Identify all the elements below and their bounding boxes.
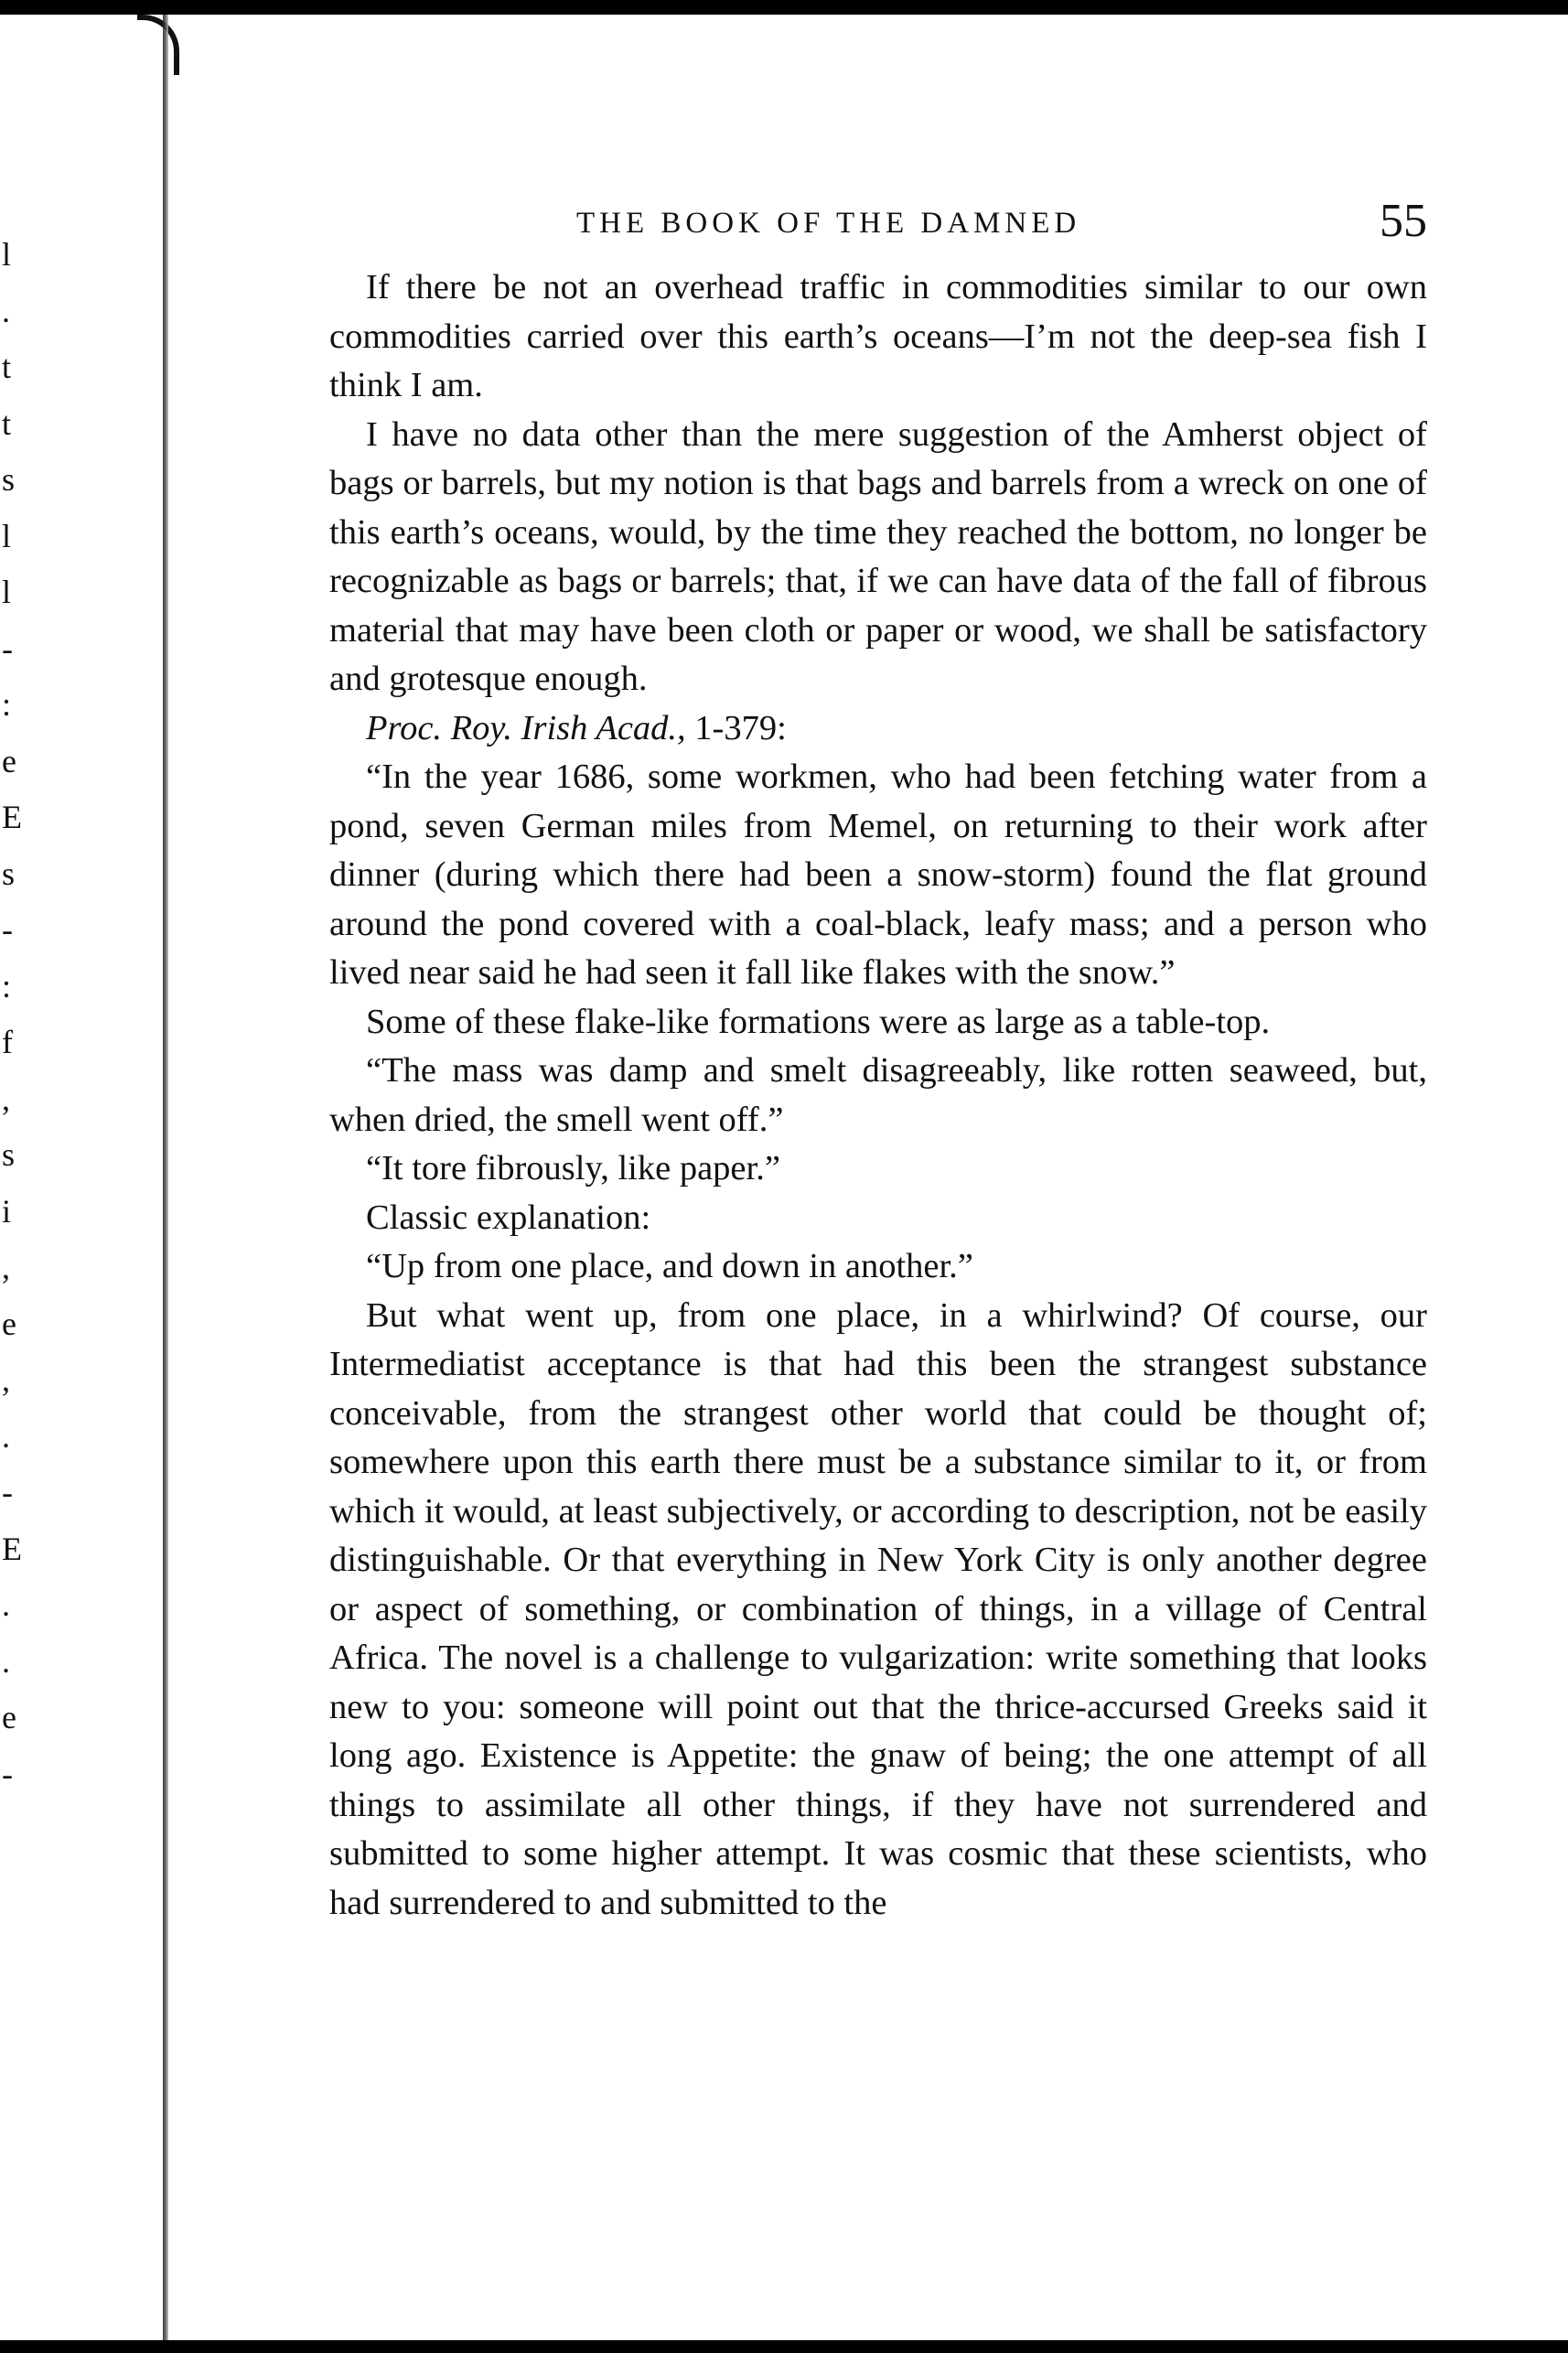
edge-mark: . [2,1586,10,1623]
quotation: “The mass was damp and smelt disagreeably, like rotten seaweed, but, when dried, the smell went off.” [329,1051,1427,1139]
edge-mark: l [2,517,12,554]
scan-bottom-border [0,2340,1568,2353]
citation [329,704,1427,754]
page-number: 55 [1380,195,1427,247]
paragraph: I have no data other than the mere suggestion of the Amherst object of bags or barrels, but my notion is that bags and barrels from a wreck on one of this earth’s oceans, would, by the time they reached the bottom, no longer be recognizable as bags or barrels; that, if we can have data of the fall of fibrous material that may have been cloth or paper or wood, we shall be satisfactory and grotesque enough. [329,414,1427,698]
edge-mark: t [2,349,12,385]
edge-mark: . [2,1417,10,1455]
edge-mark: i [2,1192,12,1230]
edge-mark: , [2,1361,10,1398]
edge-mark: f [2,1024,13,1060]
edge-mark: l [2,574,12,610]
edge-mark: e [2,1305,16,1342]
page-header [329,194,1427,258]
citation-ref: 1-379: [685,708,787,747]
edge-mark: , [2,1249,10,1285]
paragraph: If there be not an overhead traffic in commodities similar to our own commodities carried over this earth’s oceans—I’m not the deep-sea fish I think I am. [329,268,1427,404]
edge-mark: - [2,911,13,948]
edge-mark: , [2,1080,10,1117]
edge-mark: t [2,404,12,442]
edge-mark: . [2,1642,10,1680]
binding-gutter [163,15,168,2343]
previous-page-edge [0,0,22,2342]
edge-mark: - [2,1474,13,1510]
edge-mark: s [2,854,16,892]
quotation: “It tore fibrously, like paper.” [366,1149,780,1187]
edge-mark: : [2,967,12,1005]
edge-mark: s [2,1136,16,1173]
edge-mark: - [2,1755,13,1792]
scan-top-border [0,0,1568,15]
paragraph: Classic explanation: [366,1198,651,1237]
edge-mark: . [2,292,10,329]
edge-mark: E [2,1530,22,1567]
quotation: “Up from one place, and down in another.” [366,1247,973,1285]
binding-curve [137,15,179,75]
edge-mark: s [2,461,16,498]
quotation: “In the year 1686, some workmen, who had been fetching water from a pond, seven German miles from Memel, on returning to their work after dinner (during which there had been a snow-storm) found the flat ground around the pond covered with a coal-black, leafy mass; and a person who lived near said he had seen it fall like flakes with the snow.” [329,757,1427,992]
citation-source: Proc. Roy. Irish Acad., [366,708,686,747]
edge-mark: l [2,236,12,273]
paragraph: But what went up, from one place, in a whirlwind? Of course, our Intermediatist acceptance is that had this been the strangest substance conceivable, from the strangest other world that could be thought of; somewhere upon this earth there must be a substance similar to it, or from which it would, at least subjectively, or according to description, not be easily distinguishable. Or that everything in New York City is only another degree or aspect of something, or combination of things, in a village of Central Africa. The novel is a challenge to vulgarization: write something that looks new to you: someone will point out that the thrice-accursed Greeks said it long ago. Existence is Appetite: the gnaw of being; the one attempt of all things to assimilate all other things, if they have not surrendered and submitted to some higher attempt. It was cosmic that these scientists, who had surrendered to and submitted to the [329,1295,1427,1922]
running-head: THE BOOK OF THE DAMNED [576,207,1081,240]
body-text [329,263,1427,1928]
edge-mark: e [2,1699,16,1735]
edge-mark: E [2,799,22,835]
paragraph: Some of these flake-like formations were as large as a table-top. [366,1002,1271,1041]
edge-mark: - [2,629,13,667]
edge-mark: e [2,742,16,779]
edge-mark: : [2,686,12,723]
